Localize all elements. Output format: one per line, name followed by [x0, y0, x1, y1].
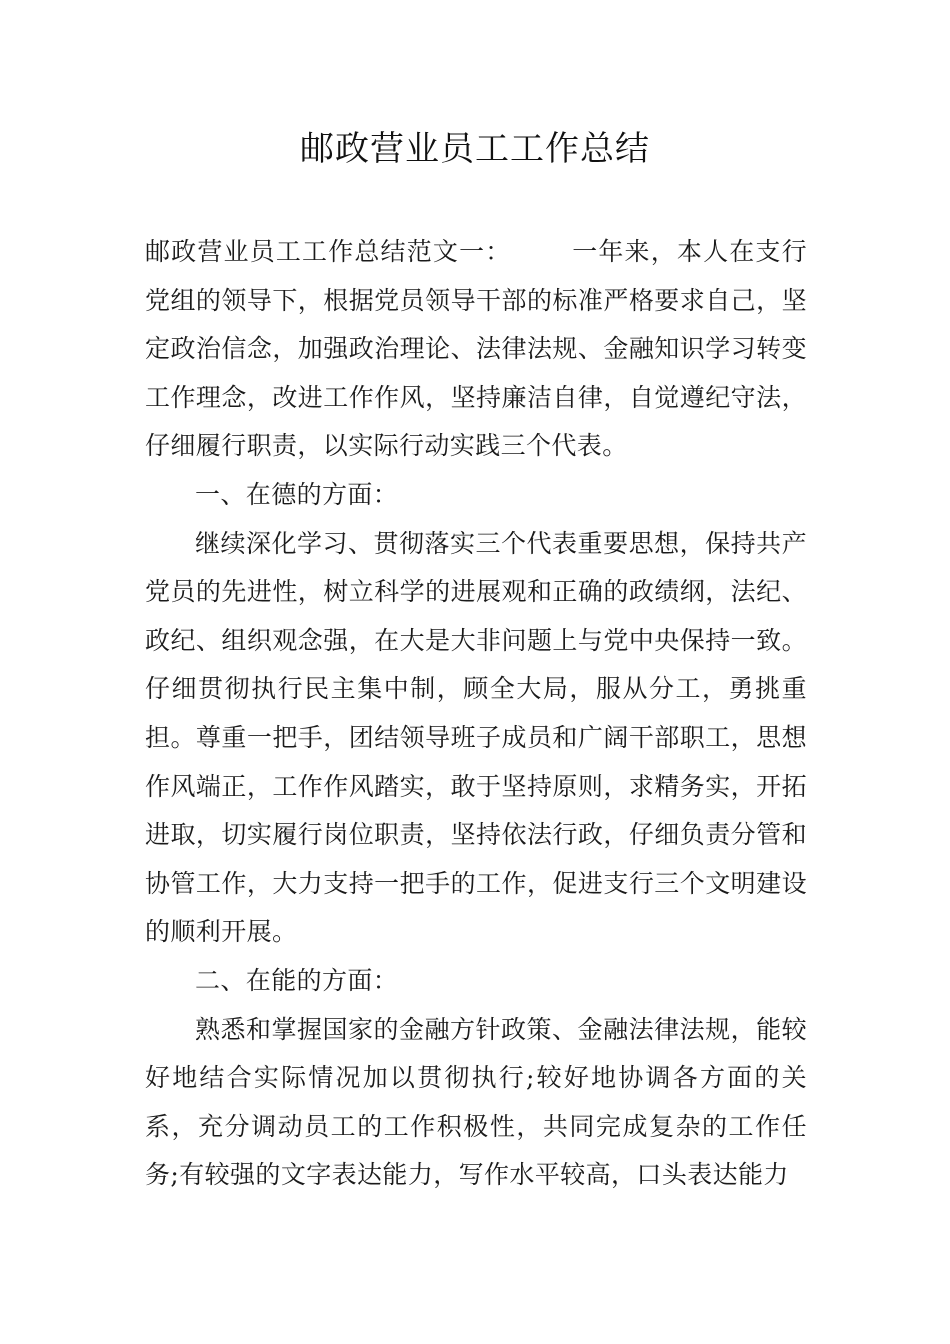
section1-heading: 一、在德的方面：	[195, 479, 399, 509]
document-body	[145, 228, 807, 1200]
section2-paragraph: 熟悉和掌握国家的金融方针政策、金融法律法规，能较好地结合实际情况加以贯彻执行;较好地协调各方面的关系，充分调动员工的工作积极性，共同完成复杂的工作任务;有较强的文字表达能力，写作水平较高，口头表达能力	[145, 1014, 807, 1190]
intro-paragraph	[145, 228, 807, 471]
intro-label: 邮政营业员工工作总结范文一：	[145, 237, 512, 266]
section2-heading: 二、在能的方面：	[195, 965, 399, 995]
intro-text: 一年来，本人在支行党组的领导下，根据党员领导干部的标准严格要求自己，坚定政治信念，加强政治理论、法律法规、金融知识学习转变工作理念，改进工作作风，坚持廉洁自律，自觉遵纪守法，仔细履行职责，以实际行动实践三个代表。	[145, 237, 807, 461]
section1-paragraph: 继续深化学习、贯彻落实三个代表重要思想，保持共产党员的先进性，树立科学的进展观和正确的政绩纲，法纪、政纪、组织观念强，在大是大非问题上与党中央保持一致。仔细贯彻执行民主集中制，顾全大局，服从分工，勇挑重担。尊重一把手，团结领导班子成员和广阔干部职工，思想作风端正，工作作风踏实，敢于坚持原则，求精务实，开拓进取，切实履行岗位职责，坚持依法行政，仔细负责分管和协管工作，大力支持一把手的工作，促进支行三个文明建设的顺利开展。	[145, 528, 807, 947]
document-title: 邮政营业员工工作总结	[300, 129, 650, 169]
